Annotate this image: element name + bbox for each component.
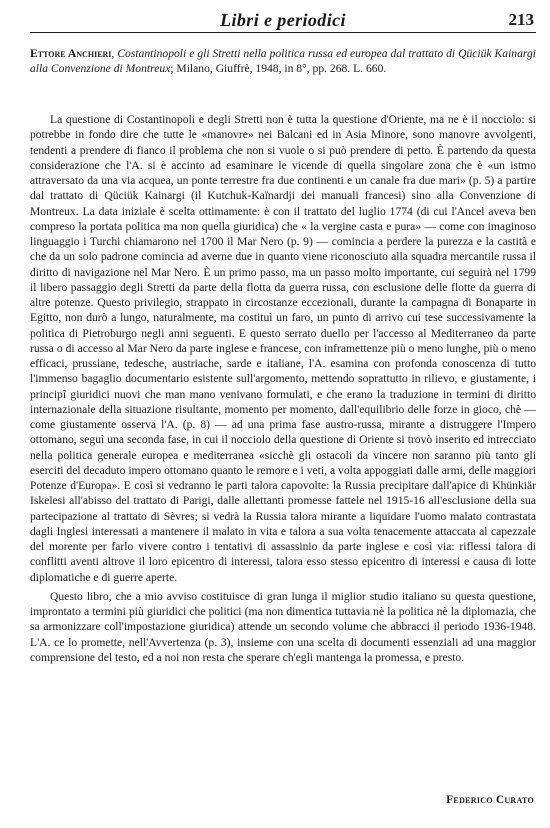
- page-number: 213: [508, 10, 534, 29]
- book-author: Ettore Anchieri: [30, 47, 112, 60]
- section-title: Libri e periodici: [220, 10, 346, 30]
- book-citation: [30, 46, 536, 77]
- running-head: [30, 6, 536, 33]
- citation-separator: ,: [111, 47, 118, 60]
- review-body: [30, 112, 536, 665]
- reviewer-signature: Federico Curato: [446, 794, 534, 806]
- review-paragraph-2: Questo libro, che a mio avviso costituisce di gran lunga il miglior studio italiano su questa questione, improntato a termini più giuridici che politici (ma non dimentica tuttavia nè la politica nè la diplomazia, che sa armonizzare coll'impostazione giuridica) attende un secondo volume che abbracci il periodo 1936-1948. L'A. ce lo promette, nell'Avvertenza (p. 3), insieme con una scelta di documenti essenziali ad una maggior comprensione del testo, ed a noi non resta che sperare ch'egli mantenga la promessa, e presto.: [30, 589, 536, 664]
- review-paragraph-1: La questione di Costantinopoli e degli Stretti non è tutta la questione d'Oriente, ma ne è il nocciolo: si potrebbe in fondo dire che tutte le «manovre» nei Balcani ed in Asia Minore, sono manovre avvolgenti, tendenti a prendere di fianco il problema che non si vuole o si può prendere di petto. È partendo da questa considerazione che l'A. si è accinto ad esaminare le vicende di quella singolare zona che è «un istmo attraversato da una via acquea, un ponte terrestre fra due continenti e un canale fra due mari» (p. 5) a partire dal trattato di Qüciük Kainargi (il Kutchuk-Kaïnardji dei manuali francesi) sino alla Convenzione di Montreux. La data iniziale è scelta ottimamente: è con il trattato del luglio 1774 (di cui l'Ancel aveva ben compreso la portata politica ma non quella giuridica) che « la vergine casta e pura» — come con imaginoso linguaggio i Turchi chiamarono nel 1700 il Mar Nero (p. 9) — comincia a perdere la purezza e la castità e che da un solo padrone comincia ad averne due in quanto viene riconosciuto alla squadra mercantile russa il diritto di navigazione nel Mar Nero. È un primo passo, ma un passo molto importante, cui seguirà nel 1799 il libero passaggio degli Stretti da parte della flotta da guerra russa, con esclusione delle flotte da guerra di altre potenze. Questo privilegio, strappato in circostanze eccezionali, durante la campagna di Bonaparte in Egitto, non durò a lungo, naturalmente, ma costituì un faro, un punto di arrivo cui tese successivamente la politica di Pietroburgo negli anni seguenti. E questo serrato duello per l'accesso al Mediterraneo da parte russa o di accesso al Mar Nero da parte inglese e francese, con inframettenze più o meno lunghe, più o meno efficaci, prussiane, tedesche, austriache, sarde e italiane, l'A. esamina con profonda conoscenza di tutto l'immenso bagaglio documentario esistente sull'argomento, mettendo soprattutto in rilievo, e giustamente, i principî giuridici nuovi che man mano venivano formulati, e che erano la traduzione in termini di diritto internazionale della situazione risultante, momento per momento, dall'equilibrio delle forze in gioco, chè — come giustamente osserva l'A. (p. 8) — ad una prima fase austro-russa, mirante a distruggere l'Impero ottomano, seguì una seconda fase, in cui il nocciolo della questione di Oriente si trovò inserito ed intrecciato nella politica generale europea e mediterranea «sicchè gli ostacoli da vincere non saranno più tanto gli eserciti del decaduto impero ottomano quanto le remore e i veti, a volta appoggiati dalle armi, delle maggiori Potenze d'Europa». E così si vedranno le parti talora capovolte: la Russia precipitare dall'apice di Khünkiär Iskelesi all'abisso del trattato di Parigi, dalle allettanti promesse fattele nel 1915-16 all'esclusione della sua partecipazione al trattato di Sèvres; si vedrà la Russia talora mirante a liquidare l'uomo malato contrastata dagli Inglesi interessati a mantenere il malato in vita e talora a sua volta tenacemente attaccata al capezzale del morente per farlo vivere contro i tentativi di assassinio da parte inglese e così via: riflessi talora di conflitti aventi altrove il loro epicentro di interessi, talora esso stesso epicentro di interessi e causa di lotte diplomatiche e di guerre aperte.: [30, 113, 536, 584]
- book-title: Costantinopoli e gli Stretti nella politica russa ed europea dal trattato di Qüciük Kainargi alla Convenzione di Montreux: [30, 47, 536, 76]
- publication-details: ; Milano, Giuffrè, 1948, in 8°, pp. 268. L. 660.: [170, 62, 387, 76]
